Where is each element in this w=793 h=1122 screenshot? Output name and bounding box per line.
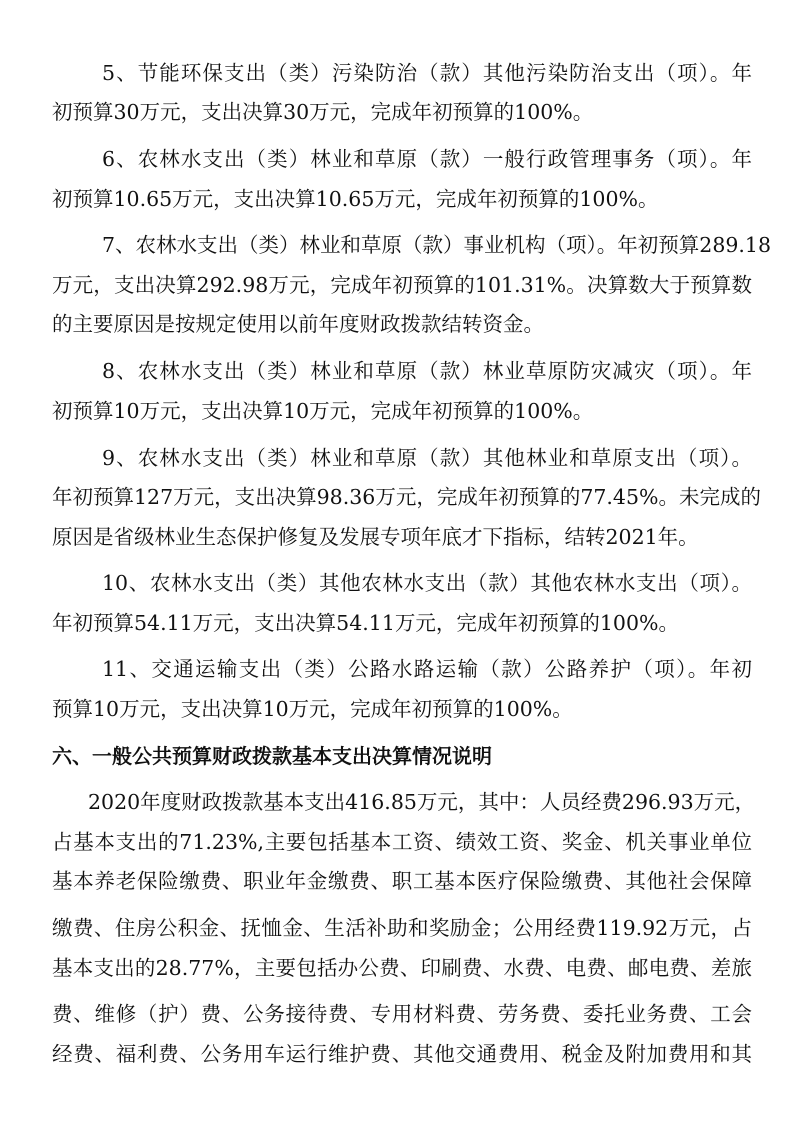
section-body-line-3: 基本养老保险缴费、职业年金缴费、职工基本医疗保险缴费、其他社会保障 xyxy=(52,869,752,893)
paragraph-9-line-2: 年初预算127万元，支出决算98.36万元，完成年初预算的77.45%。未完成的 xyxy=(52,485,761,509)
section-heading: 六、一般公共预算财政拨款基本支出决算情况说明 xyxy=(52,744,492,768)
section-body-line-5: 基本支出的28.77%，主要包括办公费、印刷费、水费、电费、邮电费、差旅 xyxy=(52,956,752,980)
paragraph-10-line-2: 年初预算54.11万元，支出决算54.11万元，完成年初预算的100%。 xyxy=(52,611,679,635)
paragraph-5-line-2: 初预算30万元，支出决算30万元，完成年初预算的100%。 xyxy=(52,100,594,124)
paragraph-9-line-3: 原因是省级林业生态保护修复及发展专项年底才下指标，结转2021年。 xyxy=(52,525,699,549)
section-body-line-2: 占基本支出的71.23%,主要包括基本工资、绩效工资、奖金、机关事业单位 xyxy=(52,830,752,854)
paragraph-7-line-2: 万元，支出决算292.98万元，完成年初预算的101.31%。决算数大于预算数 xyxy=(52,273,752,297)
section-body-line-1: 2020年度财政拨款基本支出416.85万元，其中：人员经费296.93万元， xyxy=(88,790,756,814)
paragraph-6-line-2: 初预算10.65万元，支出决算10.65万元，完成年初预算的100%。 xyxy=(52,187,659,211)
paragraph-11-line-2: 预算10万元，支出决算10万元，完成年初预算的100%。 xyxy=(52,697,573,721)
paragraph-11-line-1: 11、交通运输支出（类）公路水路运输（款）公路养护（项）。年初 xyxy=(102,657,752,681)
paragraph-8-line-1: 8、农林水支出（类）林业和草原（款）林业草原防灾减灾（项）。年 xyxy=(102,359,752,383)
paragraph-10-line-1: 10、农林水支出（类）其他农林水支出（款）其他农林水支出（项）。 xyxy=(102,571,752,595)
paragraph-5-line-1: 5、节能环保支出（类）污染防治（款）其他污染防治支出（项）。年 xyxy=(102,61,752,85)
paragraph-8-line-2: 初预算10万元，支出决算10万元，完成年初预算的100%。 xyxy=(52,399,594,423)
paragraph-7-line-1: 7、农林水支出（类）林业和草原（款）事业机构（项）。年初预算289.18 xyxy=(102,233,772,257)
section-body-line-7: 经费、福利费、公务用车运行维护费、其他交通费用、税金及附加费用和其 xyxy=(52,1042,752,1066)
section-body-line-4: 缴费、住房公积金、抚恤金、生活补助和奖励金；公用经费119.92万元，占 xyxy=(52,916,752,940)
paragraph-6-line-1: 6、农林水支出（类）林业和草原（款）一般行政管理事务（项）。年 xyxy=(102,147,752,171)
section-body-line-6: 费、维修（护）费、公务接待费、专用材料费、劳务费、委托业务费、工会 xyxy=(52,1002,752,1026)
paragraph-7-line-3: 的主要原因是按规定使用以前年度财政拨款结转资金。 xyxy=(52,312,544,336)
paragraph-9-line-1: 9、农林水支出（类）林业和草原（款）其他林业和草原支出（项）。 xyxy=(102,446,752,470)
